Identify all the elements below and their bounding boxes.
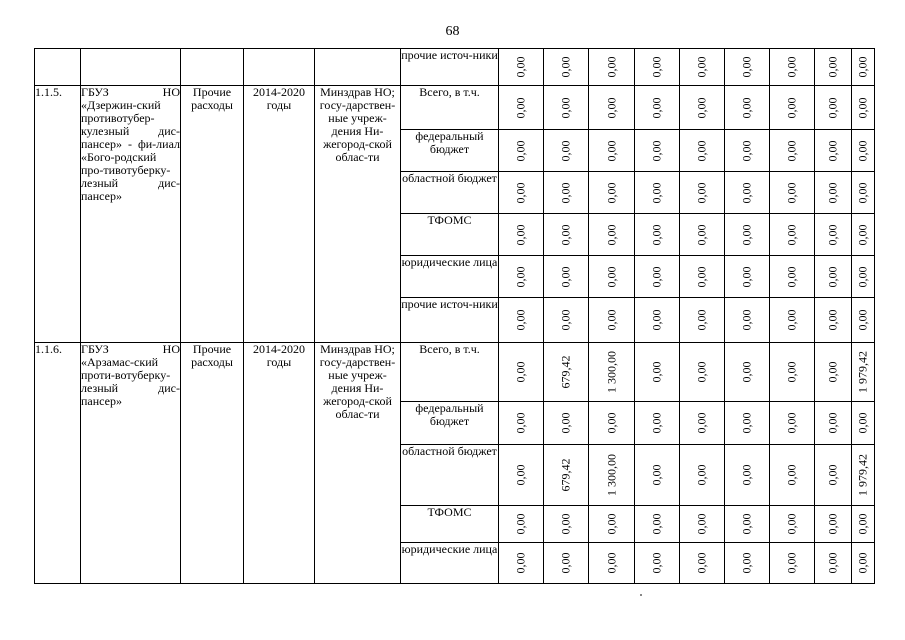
value-cell bbox=[852, 172, 875, 214]
value-text: 0,00 bbox=[825, 412, 840, 434]
value-text: 0,00 bbox=[694, 309, 709, 331]
value-text: 0,00 bbox=[784, 224, 799, 245]
value-cell bbox=[499, 506, 544, 543]
value-text: 0,00 bbox=[739, 412, 754, 434]
value-text: 0,00 bbox=[649, 140, 664, 161]
value-text: 0,00 bbox=[825, 266, 840, 287]
value-cell bbox=[852, 49, 875, 86]
value-cell bbox=[680, 49, 725, 86]
value-cell bbox=[852, 543, 875, 584]
value-cell bbox=[499, 343, 544, 402]
value-cell bbox=[815, 543, 852, 584]
value-text: 0,00 bbox=[694, 224, 709, 245]
value-text: 0,00 bbox=[825, 361, 840, 383]
value-cell bbox=[544, 214, 589, 256]
value-text: 0,00 bbox=[558, 56, 573, 78]
value-text: 0,00 bbox=[513, 412, 528, 434]
value-cell bbox=[770, 86, 815, 130]
value-cell bbox=[770, 256, 815, 298]
value-cell bbox=[589, 445, 635, 506]
value-text: 0,00 bbox=[694, 182, 709, 203]
funding-source-cell: ТФОМС bbox=[401, 214, 499, 256]
row-number: 1.1.5. bbox=[35, 86, 81, 343]
value-text: 0,00 bbox=[694, 140, 709, 161]
value-text: 1 979,42 bbox=[855, 454, 870, 496]
expense-type-cell: Прочие расходы bbox=[181, 343, 244, 584]
value-cell bbox=[815, 445, 852, 506]
funding-source-cell: прочие источ-ники bbox=[401, 49, 499, 86]
value-text: 0,00 bbox=[604, 412, 618, 434]
value-cell bbox=[815, 343, 852, 402]
value-text: 0,00 bbox=[513, 140, 528, 161]
value-text: 0,00 bbox=[649, 97, 664, 118]
value-text: 0,00 bbox=[649, 182, 664, 203]
value-text: 0,00 bbox=[855, 513, 870, 535]
value-text: 0,00 bbox=[855, 97, 870, 118]
value-text: 0,00 bbox=[694, 56, 709, 78]
value-cell bbox=[680, 506, 725, 543]
expense-type-cell: Прочие расходы bbox=[181, 86, 244, 343]
expense-type-cell bbox=[181, 49, 244, 86]
value-cell bbox=[635, 506, 680, 543]
value-cell bbox=[770, 49, 815, 86]
value-text: 0,00 bbox=[694, 552, 709, 574]
value-text: 0,00 bbox=[784, 361, 799, 383]
value-cell bbox=[499, 172, 544, 214]
value-text: 0,00 bbox=[604, 552, 618, 574]
value-text: 0,00 bbox=[558, 97, 573, 118]
value-cell bbox=[680, 130, 725, 172]
value-text: 0,00 bbox=[739, 513, 754, 535]
value-text: 0,00 bbox=[694, 266, 709, 287]
value-cell bbox=[589, 172, 635, 214]
value-cell bbox=[499, 214, 544, 256]
value-cell bbox=[852, 86, 875, 130]
value-cell bbox=[815, 256, 852, 298]
value-text: 0,00 bbox=[604, 266, 618, 287]
value-cell bbox=[635, 172, 680, 214]
value-cell bbox=[770, 214, 815, 256]
value-text: 0,00 bbox=[784, 513, 799, 535]
value-cell bbox=[635, 49, 680, 86]
value-text: 0,00 bbox=[513, 97, 528, 118]
value-cell bbox=[635, 402, 680, 445]
table-row bbox=[35, 86, 875, 130]
value-text: 679,42 bbox=[558, 355, 573, 389]
value-text: 0,00 bbox=[558, 224, 573, 245]
value-text: 0,00 bbox=[513, 552, 528, 574]
value-text: 0,00 bbox=[784, 464, 799, 486]
value-text: 0,00 bbox=[649, 361, 664, 383]
value-cell bbox=[725, 86, 770, 130]
value-text: 0,00 bbox=[694, 412, 709, 434]
value-text: 0,00 bbox=[739, 309, 754, 331]
value-cell bbox=[499, 49, 544, 86]
value-cell bbox=[544, 298, 589, 343]
value-cell bbox=[815, 402, 852, 445]
value-text: 0,00 bbox=[825, 97, 840, 118]
value-text: 0,00 bbox=[739, 140, 754, 161]
value-text: 0,00 bbox=[825, 552, 840, 574]
value-cell bbox=[852, 130, 875, 172]
value-cell bbox=[725, 445, 770, 506]
value-cell bbox=[725, 172, 770, 214]
value-cell bbox=[815, 506, 852, 543]
value-text: 0,00 bbox=[694, 464, 709, 486]
value-text: 0,00 bbox=[784, 412, 799, 434]
scan-speck bbox=[640, 594, 642, 596]
value-cell bbox=[770, 130, 815, 172]
value-cell bbox=[544, 86, 589, 130]
value-cell bbox=[680, 298, 725, 343]
value-text: 0,00 bbox=[784, 552, 799, 574]
funding-source-cell: юридические лица bbox=[401, 543, 499, 584]
value-text: 0,00 bbox=[513, 513, 528, 535]
value-text: 0,00 bbox=[784, 266, 799, 287]
value-text: 0,00 bbox=[739, 266, 754, 287]
value-cell bbox=[725, 506, 770, 543]
value-text: 0,00 bbox=[649, 464, 664, 486]
value-text: 0,00 bbox=[649, 309, 664, 331]
value-text: 0,00 bbox=[694, 97, 709, 118]
funding-source-cell: областной бюджет bbox=[401, 172, 499, 214]
value-cell bbox=[635, 214, 680, 256]
value-cell bbox=[544, 343, 589, 402]
value-cell bbox=[852, 402, 875, 445]
value-cell bbox=[770, 402, 815, 445]
value-cell bbox=[770, 343, 815, 402]
value-cell bbox=[589, 214, 635, 256]
value-cell bbox=[725, 256, 770, 298]
value-text: 0,00 bbox=[855, 412, 870, 434]
funding-source-cell: юридические лица bbox=[401, 256, 499, 298]
organization-cell bbox=[81, 49, 181, 86]
table-row bbox=[35, 49, 875, 86]
value-text: 0,00 bbox=[784, 140, 799, 161]
value-text: 0,00 bbox=[825, 464, 840, 486]
value-text: 0,00 bbox=[558, 513, 573, 535]
value-cell bbox=[499, 256, 544, 298]
table-row bbox=[35, 343, 875, 402]
value-cell bbox=[544, 172, 589, 214]
value-cell bbox=[680, 445, 725, 506]
value-text: 0,00 bbox=[513, 309, 528, 331]
value-cell bbox=[589, 256, 635, 298]
value-cell bbox=[680, 214, 725, 256]
value-text: 0,00 bbox=[558, 266, 573, 287]
value-cell bbox=[770, 506, 815, 543]
value-cell bbox=[589, 86, 635, 130]
value-text: 0,00 bbox=[825, 309, 840, 331]
value-cell bbox=[680, 172, 725, 214]
organization-cell: ГБУЗ НО «Дзержин-ский противотубер-кулезный дис-пансер» - фи-лиал «Бого-родский про-тивотуберку-лезный дис-пансер» bbox=[81, 86, 181, 343]
value-text: 0,00 bbox=[694, 361, 709, 383]
value-text: 0,00 bbox=[558, 552, 573, 574]
value-cell bbox=[725, 343, 770, 402]
value-text: 1 979,42 bbox=[855, 351, 870, 393]
value-text: 0,00 bbox=[604, 224, 618, 245]
value-text: 679,42 bbox=[558, 458, 573, 492]
value-text: 0,00 bbox=[855, 140, 870, 161]
executor-cell: Минздрав НО; госу-дарствен-ные учреж-дения Ни-жегород-ской облас-ти bbox=[315, 343, 401, 584]
value-cell bbox=[544, 256, 589, 298]
row-number: 1.1.6. bbox=[35, 343, 81, 584]
value-cell bbox=[544, 130, 589, 172]
value-cell bbox=[544, 49, 589, 86]
value-cell bbox=[725, 49, 770, 86]
value-cell bbox=[589, 402, 635, 445]
value-text: 0,00 bbox=[739, 464, 754, 486]
value-text: 0,00 bbox=[513, 266, 528, 287]
value-cell bbox=[635, 543, 680, 584]
value-cell bbox=[852, 256, 875, 298]
value-cell bbox=[635, 86, 680, 130]
funding-source-cell: ТФОМС bbox=[401, 506, 499, 543]
funding-source-cell: Всего, в т.ч. bbox=[401, 343, 499, 402]
value-text: 0,00 bbox=[558, 309, 573, 331]
value-text: 0,00 bbox=[825, 224, 840, 245]
value-cell bbox=[499, 445, 544, 506]
value-text: 0,00 bbox=[513, 56, 528, 78]
value-text: 0,00 bbox=[604, 56, 618, 78]
value-cell bbox=[635, 298, 680, 343]
value-cell bbox=[635, 445, 680, 506]
value-text: 0,00 bbox=[855, 309, 870, 331]
value-cell bbox=[852, 445, 875, 506]
value-text: 1 300,00 bbox=[604, 454, 618, 496]
value-text: 0,00 bbox=[649, 552, 664, 574]
value-cell bbox=[852, 214, 875, 256]
value-text: 0,00 bbox=[855, 224, 870, 245]
value-cell bbox=[770, 172, 815, 214]
value-text: 0,00 bbox=[513, 182, 528, 203]
value-cell bbox=[680, 402, 725, 445]
funding-source-cell: федеральный бюджет bbox=[401, 130, 499, 172]
value-cell bbox=[544, 543, 589, 584]
value-cell bbox=[589, 543, 635, 584]
value-text: 0,00 bbox=[855, 266, 870, 287]
value-cell bbox=[680, 343, 725, 402]
value-text: 0,00 bbox=[855, 552, 870, 574]
value-text: 0,00 bbox=[513, 464, 528, 486]
value-cell bbox=[680, 86, 725, 130]
value-cell bbox=[589, 343, 635, 402]
value-text: 0,00 bbox=[739, 361, 754, 383]
value-cell bbox=[725, 543, 770, 584]
value-text: 0,00 bbox=[649, 412, 664, 434]
value-text: 0,00 bbox=[825, 140, 840, 161]
value-cell bbox=[815, 130, 852, 172]
value-cell bbox=[852, 298, 875, 343]
value-text: 0,00 bbox=[739, 56, 754, 78]
row-number bbox=[35, 49, 81, 86]
value-cell bbox=[635, 130, 680, 172]
value-text: 0,00 bbox=[739, 182, 754, 203]
value-cell bbox=[499, 86, 544, 130]
value-cell bbox=[680, 256, 725, 298]
value-text: 0,00 bbox=[784, 56, 799, 78]
value-cell bbox=[499, 543, 544, 584]
value-text: 0,00 bbox=[825, 182, 840, 203]
value-text: 0,00 bbox=[513, 361, 528, 383]
value-text: 0,00 bbox=[649, 224, 664, 245]
value-text: 0,00 bbox=[855, 56, 870, 78]
value-text: 0,00 bbox=[825, 513, 840, 535]
value-text: 0,00 bbox=[604, 309, 618, 331]
value-text: 0,00 bbox=[825, 56, 840, 78]
value-cell bbox=[589, 298, 635, 343]
funding-source-cell: прочие источ-ники bbox=[401, 298, 499, 343]
value-text: 0,00 bbox=[784, 309, 799, 331]
value-cell bbox=[680, 543, 725, 584]
years-cell: 2014-2020 годы bbox=[244, 343, 315, 584]
value-cell bbox=[499, 402, 544, 445]
years-cell bbox=[244, 49, 315, 86]
years-cell: 2014-2020 годы bbox=[244, 86, 315, 343]
value-cell bbox=[499, 130, 544, 172]
value-text: 0,00 bbox=[604, 513, 618, 535]
value-text: 0,00 bbox=[649, 56, 664, 78]
value-cell bbox=[499, 298, 544, 343]
value-cell bbox=[589, 130, 635, 172]
value-cell bbox=[815, 172, 852, 214]
value-text: 0,00 bbox=[649, 266, 664, 287]
value-text: 0,00 bbox=[855, 182, 870, 203]
value-cell bbox=[770, 445, 815, 506]
budget-table bbox=[34, 48, 875, 584]
value-cell bbox=[635, 256, 680, 298]
value-cell bbox=[589, 49, 635, 86]
value-cell bbox=[725, 214, 770, 256]
value-cell bbox=[815, 86, 852, 130]
value-text: 0,00 bbox=[604, 140, 618, 161]
value-text: 0,00 bbox=[649, 513, 664, 535]
value-text: 1 300,00 bbox=[604, 351, 618, 393]
funding-source-cell: Всего, в т.ч. bbox=[401, 86, 499, 130]
value-cell bbox=[544, 506, 589, 543]
value-text: 0,00 bbox=[784, 182, 799, 203]
value-text: 0,00 bbox=[694, 513, 709, 535]
value-cell bbox=[544, 402, 589, 445]
value-cell bbox=[544, 445, 589, 506]
value-text: 0,00 bbox=[784, 97, 799, 118]
value-text: 0,00 bbox=[604, 97, 618, 118]
value-text: 0,00 bbox=[513, 224, 528, 245]
value-cell bbox=[635, 343, 680, 402]
value-cell bbox=[725, 298, 770, 343]
value-cell bbox=[725, 130, 770, 172]
value-cell bbox=[852, 506, 875, 543]
value-cell bbox=[589, 506, 635, 543]
executor-cell: Минздрав НО; госу-дарствен-ные учреж-дения Ни-жегород-ской облас-ти bbox=[315, 86, 401, 343]
value-cell bbox=[770, 298, 815, 343]
value-cell bbox=[770, 543, 815, 584]
value-text: 0,00 bbox=[558, 140, 573, 161]
value-cell bbox=[815, 214, 852, 256]
value-cell bbox=[815, 298, 852, 343]
value-text: 0,00 bbox=[739, 97, 754, 118]
value-text: 0,00 bbox=[604, 182, 618, 203]
organization-cell: ГБУЗ НО «Арзамас-ский проти-вотуберку-лезный дис-пансер» bbox=[81, 343, 181, 584]
value-text: 0,00 bbox=[558, 412, 573, 434]
page-number: 68 bbox=[445, 24, 460, 39]
value-cell bbox=[815, 49, 852, 86]
value-cell bbox=[725, 402, 770, 445]
funding-source-cell: федеральный бюджет bbox=[401, 402, 499, 445]
value-text: 0,00 bbox=[558, 182, 573, 203]
value-cell bbox=[852, 343, 875, 402]
value-text: 0,00 bbox=[739, 552, 754, 574]
value-text: 0,00 bbox=[739, 224, 754, 245]
executor-cell bbox=[315, 49, 401, 86]
funding-source-cell: областной бюджет bbox=[401, 445, 499, 506]
